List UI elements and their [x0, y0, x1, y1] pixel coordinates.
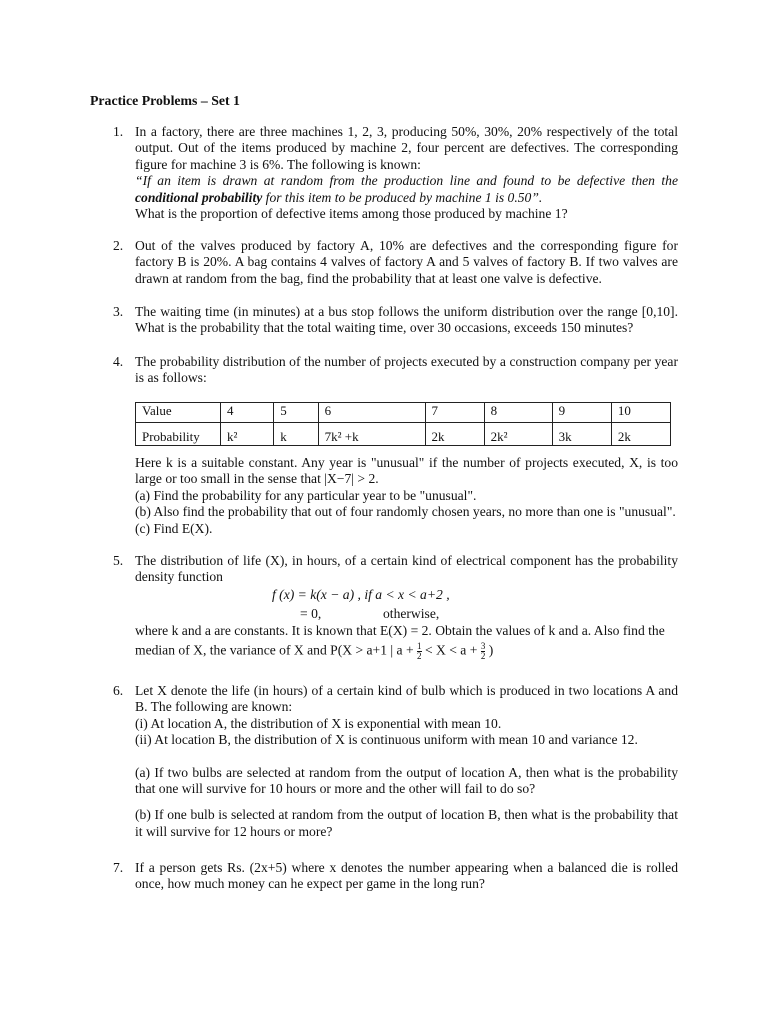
problem-number: 3.: [113, 304, 124, 319]
problem-text: If a person gets Rs. (2x+5) where x denotes the number appearing when a balanced die is rolled once, how much money can he expect per game in the long run?: [135, 860, 678, 892]
problem-number: 7.: [113, 860, 124, 875]
bold-term: conditional probability: [135, 189, 263, 205]
density-formula-line-1: f (x) = k(x − a) , if a < x < a+2 ,: [272, 587, 450, 602]
problem-number: 5.: [113, 553, 124, 568]
problem-text-math: median of X, the variance of X and P(X > a+1 | a + $\frac{1}{2}$ < X < a + $\frac{3}{2}$ ): [135, 641, 494, 662]
problem-text: Out of the valves produced by factory A, 10% are defectives and the corresponding figure for factory B is 20%. A bag contains 4 valves of factory A and 5 valves of factory B. If two valves are drawn at random from the bag, find the probability that at least one valve is defective.: [135, 238, 678, 286]
problem-text: where k and a are constants. It is known that E(X) = 2. Obtain the values of k and a. Also find the: [135, 623, 665, 638]
problem-text: The probability distribution of the number of projects executed by a construction company per year is as follows:: [135, 354, 678, 386]
problem-4-continued: [135, 455, 678, 537]
table-cell: 10: [611, 403, 670, 423]
problem-text: The waiting time (in minutes) at a bus stop follows the uniform distribution over the range [0,10]. What is the probability that the total waiting time, over 30 occasions, exceeds 150 minutes?: [135, 304, 678, 336]
problem-text: The distribution of life (X), in hours, of a certain kind of electrical component has the probability density function: [135, 553, 678, 585]
problem-question: What is the proportion of defective items among those produced by machine 1?: [135, 206, 568, 222]
problem-part-b: (b) If one bulb is selected at random from the output of location B, then what is the probability that it will survive for 12 hours or more?: [135, 807, 678, 839]
problem-3: [113, 304, 678, 337]
table-row: [136, 423, 671, 446]
table-cell: k²: [221, 423, 274, 446]
problem-5: [113, 553, 678, 586]
table-cell: 6: [318, 403, 425, 423]
fraction-three-halves: $\frac{3}{2}$: [480, 641, 486, 662]
problem-5-continued: [135, 623, 678, 661]
table-cell: Probability: [136, 423, 221, 446]
table-cell: 8: [484, 403, 552, 423]
problem-item-i: (i) At location A, the distribution of X is exponential with mean 10.: [135, 715, 502, 731]
problem-6: [113, 683, 678, 840]
table-cell: k: [274, 423, 318, 446]
problem-quote: “If an item is drawn at random from the production line and found to be defective then the conditional probability for this item to be produced by machine 1 is 0.50”.: [135, 173, 678, 205]
problem-text: Let X denote the life (in hours) of a certain kind of bulb which is produced in two locations A and B. The following are known:: [135, 683, 678, 715]
table-cell: 3k: [552, 423, 611, 446]
problem-item-ii: (ii) At location B, the distribution of X is continuous uniform with mean 10 and variance 12.: [135, 732, 638, 748]
problem-part-a: (a) If two bulbs are selected at random from the output of location A, then what is the probability that one will survive for 10 hours or more and the other will fail to do so?: [135, 764, 678, 797]
problem-number: 4.: [113, 354, 124, 369]
problem-2: [113, 238, 678, 287]
table-cell: 2k²: [484, 423, 552, 446]
problem-number: 6.: [113, 683, 124, 698]
problem-1: [113, 124, 678, 222]
page-title: Practice Problems – Set 1: [90, 93, 240, 108]
problem-text: Here k is a suitable constant. Any year is "unusual" if the number of projects executed, X, is too large or too small in the sense that |X−7| > 2.: [135, 455, 678, 487]
density-formula-line-2: = 0,: [300, 606, 322, 621]
density-formula-otherwise: otherwise,: [383, 606, 440, 621]
table-cell: 9: [552, 403, 611, 423]
problem-part-c: (c) Find E(X).: [135, 520, 213, 536]
problem-part-a: (a) Find the probability for any particular year to be "unusual".: [135, 487, 477, 503]
problem-number: 1.: [113, 124, 124, 139]
problem-7: [113, 860, 678, 893]
problem-part-b: (b) Also find the probability that out of four randomly chosen years, no more than one is "unusual".: [135, 504, 676, 520]
table-cell: 5: [274, 403, 318, 423]
problem-number: 2.: [113, 238, 124, 253]
problem-4: [113, 354, 678, 387]
table-cell: 4: [221, 403, 274, 423]
table-row: [136, 403, 671, 423]
table-cell: 7k² +k: [318, 423, 425, 446]
probability-table: [135, 402, 671, 446]
problem-text: In a factory, there are three machines 1, 2, 3, producing 50%, 30%, 20% respectively of the total output. Out of the items produced by machine 2, four percent are defectives. The corresponding figure for machine 3 is 6%. The following is known:: [135, 124, 678, 172]
table-cell: 2k: [425, 423, 484, 446]
table-cell: 2k: [611, 423, 670, 446]
table-cell: Value: [136, 403, 221, 423]
table-cell: 7: [425, 403, 484, 423]
fraction-half: $\frac{1}{2}$: [417, 641, 422, 662]
